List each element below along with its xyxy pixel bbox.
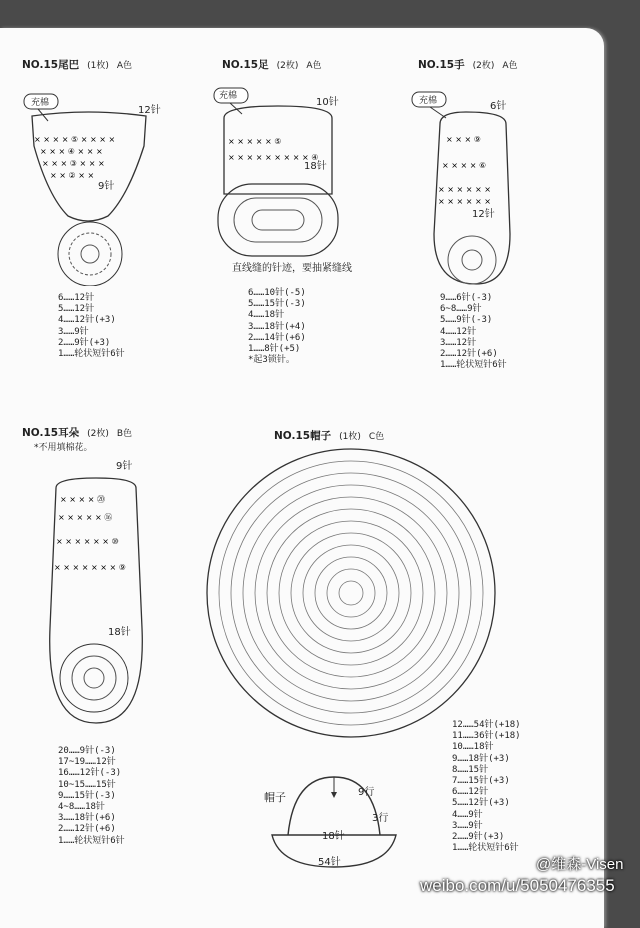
hat-brim-label: 3行 (372, 813, 389, 824)
hat-round-ring (327, 569, 375, 617)
tail-row-list (58, 293, 125, 360)
pattern-page (0, 28, 604, 928)
row-instruction: 9……6针(-3) (440, 293, 493, 303)
foot-title: NO.15足 (2枚) A色 (222, 59, 322, 71)
row-instruction: 2……14针(+6) (248, 332, 306, 343)
row-instruction: 2……9针(+3) (452, 832, 505, 843)
hat-round-ring (279, 521, 423, 665)
row-instruction: 5……9针(-3) (440, 315, 493, 326)
watermark-url: weibo.com/u/5050476355 (420, 876, 615, 895)
row-instruction: 9……18针(+3) (452, 753, 510, 764)
row-instruction: 6~8……9针 (440, 304, 482, 315)
hand-top-label: 6针 (490, 101, 507, 112)
ear-top-label: 9针 (116, 461, 133, 472)
svg-text:× × × × ⑳: × × × × ⑳ (60, 495, 105, 504)
row-instruction: 17~19……12针 (58, 757, 116, 768)
row-instruction: 10……18针 (452, 742, 494, 753)
row-instruction: 2……9针(+3) (58, 337, 111, 348)
row-instruction: 4……12针 (440, 326, 477, 337)
hand-row-list (440, 293, 507, 371)
row-instruction: 11……36针(+18) (452, 731, 521, 742)
row-instruction: 12……54针(+18) (452, 720, 521, 730)
foot-top-label: 10针 (316, 97, 339, 108)
row-instruction: 1……轮状短针6针 (452, 843, 519, 854)
svg-text:× × × ⑨: × × × ⑨ (446, 135, 481, 144)
hat-round-ring (303, 545, 399, 641)
foot-note: 直线缝的针迹，要抽紧缝线 (232, 263, 352, 274)
svg-text:× × × × × ×: × × × × × × (438, 185, 491, 194)
hat-inner-label: 18针 (322, 831, 345, 842)
row-instruction: 1……轮状短针6针 (58, 835, 125, 846)
row-instruction: 5……12针(+3) (452, 798, 510, 809)
row-instruction: 4~8……18针 (58, 802, 105, 813)
row-instruction: 3……9针 (58, 326, 89, 337)
row-instruction: 3……9针 (452, 820, 483, 831)
svg-text:× × × ④ × × ×: × × × ④ × × × (40, 147, 103, 156)
row-instruction: 9……15针(-3) (58, 790, 116, 801)
svg-text:× × × × × × × ⑨: × × × × × × × ⑨ (54, 563, 126, 572)
ear-diagram (36, 468, 156, 728)
row-instruction: 7……15针(+3) (452, 776, 510, 787)
svg-text:× × × ③ × × ×: × × × ③ × × × (42, 159, 105, 168)
row-instruction: 1……轮状短针6针 (58, 349, 125, 360)
row-instruction: 3……18针(+4) (248, 321, 306, 332)
hat-profile-label: 帽子 (264, 791, 286, 804)
row-instruction: *起3锁针。 (248, 355, 295, 366)
row-instruction: 1……轮状短针6针 (440, 360, 507, 371)
hat-title: NO.15帽子 (1枚) C色 (274, 430, 385, 442)
row-instruction: 4……12针(+3) (58, 315, 116, 326)
svg-text:× × ② × ×: × × ② × × (50, 171, 95, 180)
foot-mid-label: 18针 (304, 161, 327, 172)
foot-row-list (248, 288, 306, 366)
watermark-handle: @维森-Visen (536, 856, 624, 873)
tail-title: NO.15尾巴 (1枚) A色 (22, 59, 133, 71)
row-instruction: 5……12针 (58, 304, 95, 315)
svg-text:× × × × ⑤ × × × ×: × × × × ⑤ × × × × (34, 135, 116, 144)
row-instruction: 20……9针(-3) (58, 746, 116, 756)
hat-round-ring (243, 485, 459, 701)
svg-text:× × × × × × ⑩: × × × × × × ⑩ (56, 537, 119, 546)
foot-stuff-label: 充棉 (219, 91, 238, 101)
row-instruction: 8……15针 (452, 764, 489, 775)
svg-text:× × × × × ⑤: × × × × × ⑤ (228, 137, 282, 146)
row-instruction: 4……18针 (248, 310, 285, 321)
row-instruction: 2……12针(+6) (440, 349, 498, 360)
svg-text:× × × × × ×: × × × × × × (438, 197, 491, 206)
row-instruction: 6……10针(-5) (248, 288, 306, 298)
row-instruction: 6……12针 (452, 787, 489, 798)
hand-diagram (406, 84, 536, 294)
hat-outer-label: 54针 (318, 857, 341, 868)
row-instruction: 3……12针 (440, 337, 477, 348)
row-instruction: 3……18针(+6) (58, 813, 116, 824)
tail-stuff-label: 充棉 (31, 98, 50, 108)
hat-round-ring (315, 557, 387, 629)
tail-mid-label: 9针 (98, 181, 115, 192)
hand-title: NO.15手 (2枚) A色 (418, 59, 518, 71)
row-instruction: 10~15……15针 (58, 779, 116, 790)
row-instruction: 16……12针(-3) (58, 768, 122, 779)
hat-chart (206, 448, 496, 738)
tail-diagram (18, 86, 168, 286)
tail-top-label: 12针 (138, 105, 161, 116)
hat-round-ring (219, 461, 483, 725)
row-instruction: 2……12针(+6) (58, 824, 116, 835)
svg-text:× × × × ⑥: × × × × ⑥ (442, 161, 487, 170)
ear-note: *不用填棉花。 (34, 443, 93, 453)
hand-mid-label: 12针 (472, 209, 495, 220)
svg-text:× × × × × ⑯: × × × × × ⑯ (58, 513, 113, 522)
hat-row-list (452, 720, 521, 854)
hat-round-ring (291, 533, 411, 653)
hat-round-ring (339, 581, 363, 605)
ear-mid-label: 18针 (108, 627, 131, 638)
hand-stuff-label: 充棉 (419, 96, 438, 106)
ear-row-list (58, 746, 125, 847)
hat-round-ring (255, 497, 447, 689)
row-instruction: 1……8针(+5) (248, 344, 301, 355)
hat-side-label: 9行 (358, 787, 375, 798)
hat-round-ring (207, 449, 495, 737)
foot-diagram (208, 84, 348, 284)
row-instruction: 6……12针 (58, 293, 95, 303)
ear-title: NO.15耳朵 (2枚) B色 (22, 427, 133, 439)
row-instruction: 4……9针 (452, 809, 483, 820)
svg-text:× × × × × × × × × ④: × × × × × × × × × ④ (228, 153, 319, 162)
row-instruction: 5……15针(-3) (248, 299, 306, 310)
hat-round-ring (267, 509, 435, 677)
